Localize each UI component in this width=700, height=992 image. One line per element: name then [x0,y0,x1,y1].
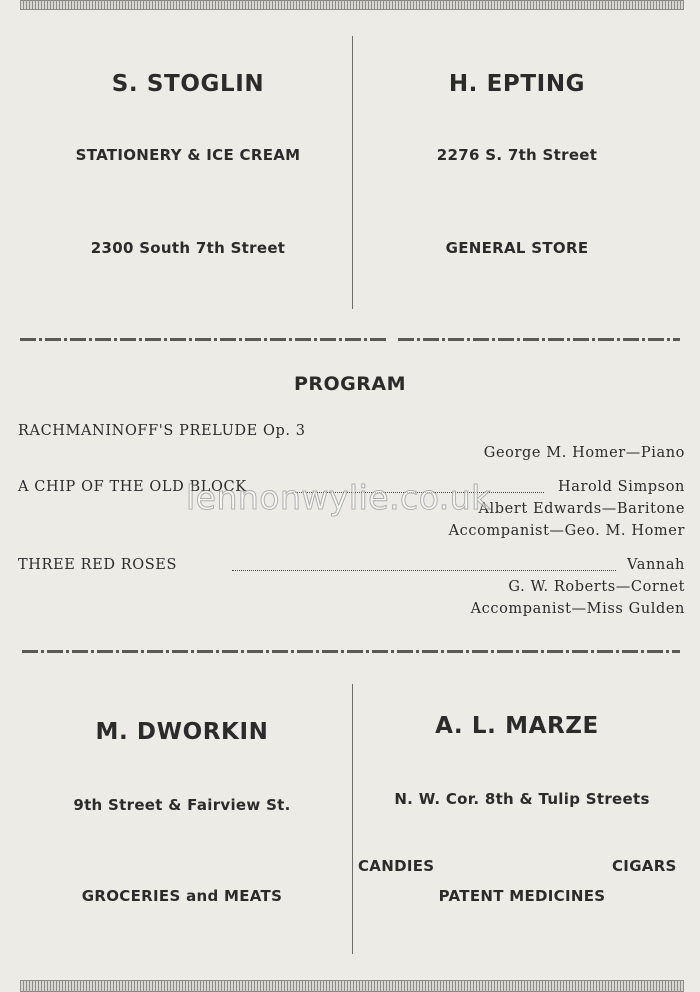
program-performer: Accompanist—Geo. M. Homer [448,523,685,539]
advertiser-name: M. DWORKIN [95,719,269,745]
advertiser-line: CIGARS [612,857,677,875]
top-border [20,0,684,10]
program-composer: Harold Simpson [558,479,685,495]
program-performer: George M. Homer—Piano [483,445,685,461]
dashed-rule [22,650,680,653]
dashed-rule [20,338,388,341]
advertiser-line: GROCERIES and MEATS [81,887,283,905]
program-composer: Vannah [626,557,685,573]
bottom-border [20,980,684,992]
watermark: lennonwylie.co.uk [186,478,491,517]
advertiser-address: N. W. Cor. 8th & Tulip Streets [394,790,650,808]
advertiser-name: H. EPTING [448,71,586,97]
program-item-title: THREE RED ROSES [18,557,178,573]
program-item-title: A CHIP OF THE OLD BLOCK [18,479,247,495]
advertiser-line: PATENT MEDICINES [438,887,606,905]
advertiser-address: 2276 S. 7th Street [436,146,598,164]
advertiser-name: S. STOGLIN [111,71,265,97]
program-item-title: RACHMANINOFF'S PRELUDE Op. 3 [18,423,306,439]
advertiser-line: GENERAL STORE [445,239,589,257]
program-title: PROGRAM [293,373,407,395]
dashed-rule [398,338,680,341]
program-performer: G. W. Roberts—Cornet [508,579,685,595]
dot-leader [232,570,616,571]
advertiser-line: CANDIES [358,857,435,875]
advertiser-line: STATIONERY & ICE CREAM [75,146,301,164]
advertiser-address: 2300 South 7th Street [90,239,286,257]
advertiser-name: A. L. MARZE [435,713,599,739]
advertiser-address: 9th Street & Fairview St. [73,796,291,814]
program-performer: Albert Edwards—Baritone [478,501,685,517]
program-performer: Accompanist—Miss Gulden [470,601,685,617]
